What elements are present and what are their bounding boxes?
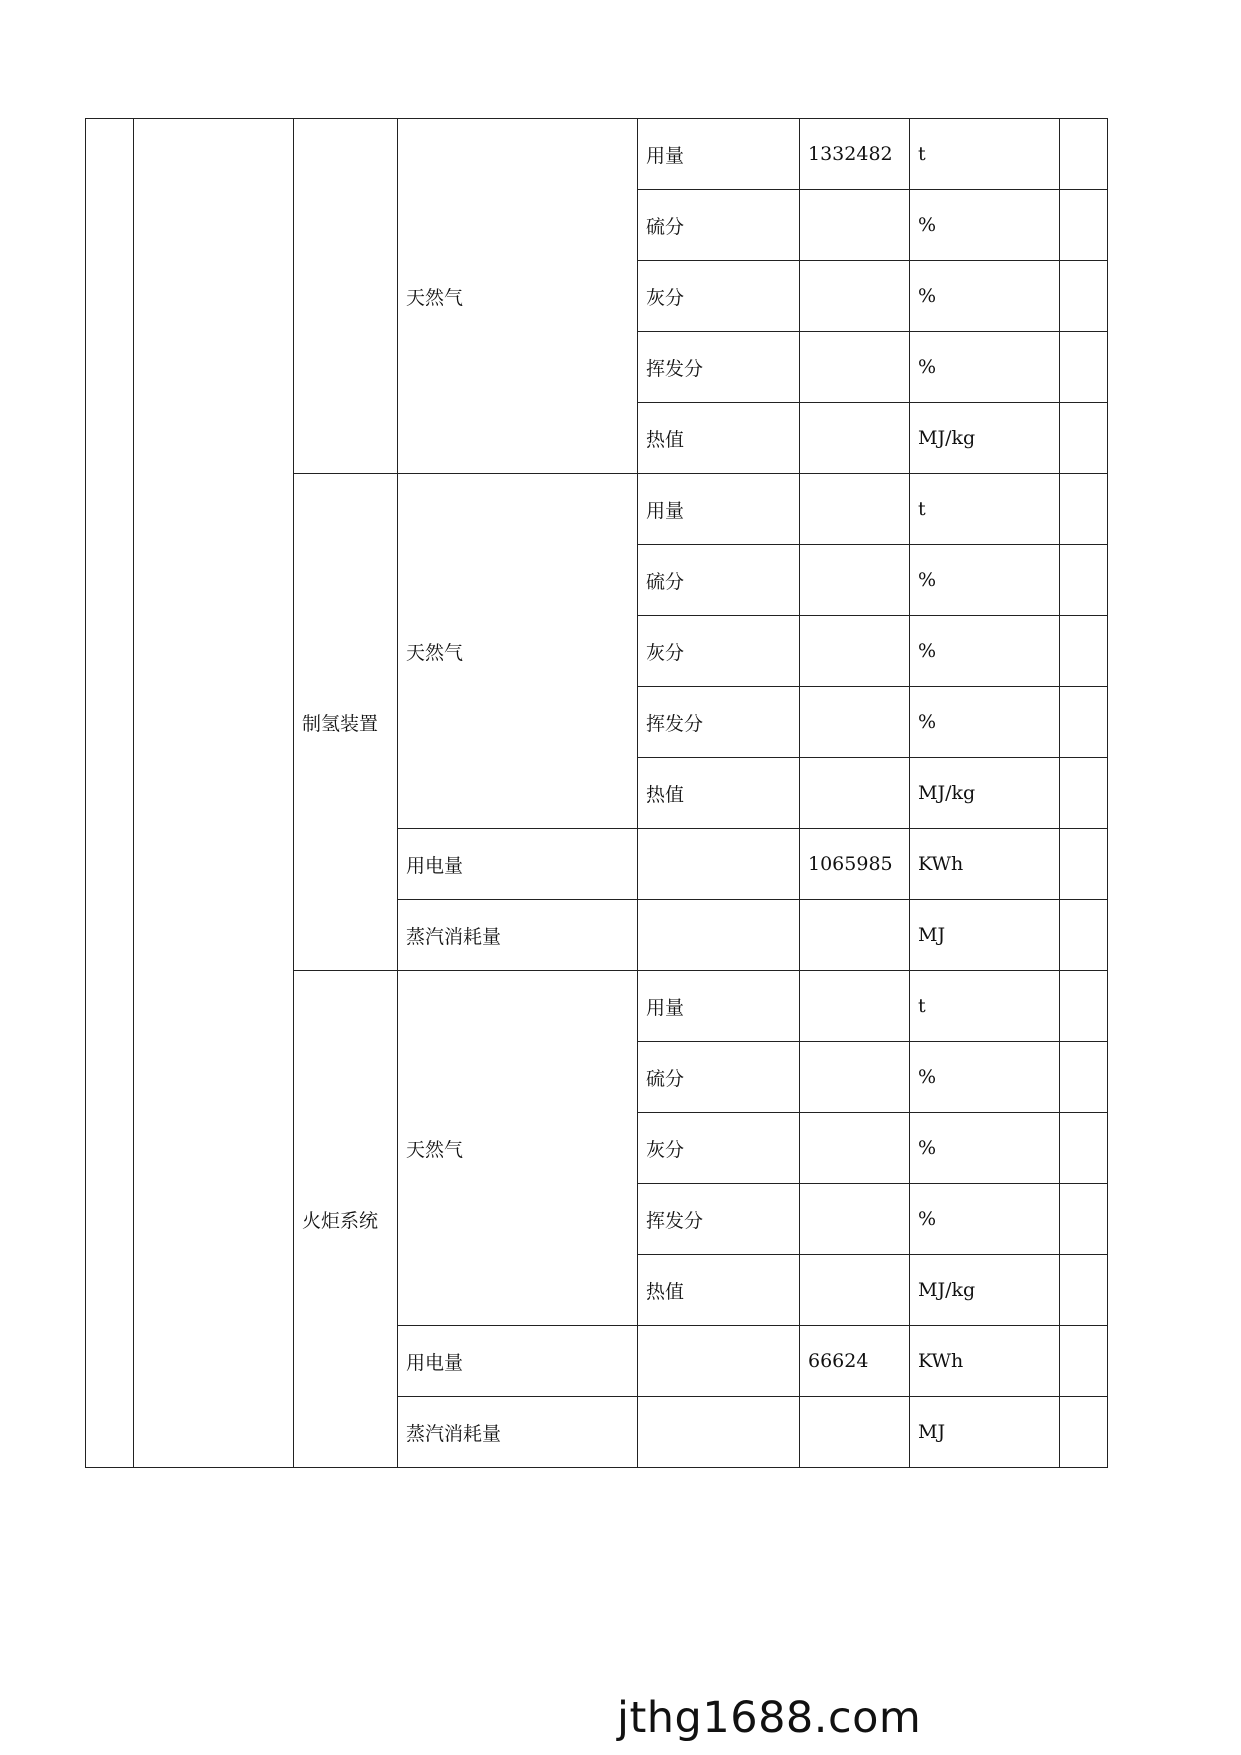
remark-cell [1060, 545, 1108, 616]
remark-cell [1060, 332, 1108, 403]
unit-cell: % [910, 1113, 1060, 1184]
param-cell: 灰分 [638, 1113, 800, 1184]
unit-cell: t [910, 474, 1060, 545]
value-cell: 1065985 [800, 829, 910, 900]
param-cell [638, 1326, 800, 1397]
unit-cell: t [910, 971, 1060, 1042]
value-cell [800, 900, 910, 971]
unit-cell: t [910, 119, 1060, 190]
medium-cell: 天然气 [398, 474, 638, 829]
unit-cell: % [910, 1184, 1060, 1255]
param-cell: 灰分 [638, 261, 800, 332]
param-cell: 热值 [638, 1255, 800, 1326]
param-cell: 热值 [638, 758, 800, 829]
value-cell [800, 1113, 910, 1184]
medium-cell: 天然气 [398, 971, 638, 1326]
table-row [86, 119, 1108, 190]
param-cell [638, 1397, 800, 1468]
param-cell: 热值 [638, 403, 800, 474]
value-cell [800, 403, 910, 474]
medium-cell: 蒸汽消耗量 [398, 900, 638, 971]
unit-cell: % [910, 616, 1060, 687]
param-cell: 硫分 [638, 190, 800, 261]
value-cell [800, 1255, 910, 1326]
param-cell: 硫分 [638, 545, 800, 616]
medium-cell: 用电量 [398, 829, 638, 900]
value-cell [800, 332, 910, 403]
value-cell [800, 1042, 910, 1113]
param-cell: 用量 [638, 474, 800, 545]
device-cell: 制氢装置 [294, 474, 398, 971]
value-cell [800, 190, 910, 261]
medium-cell: 用电量 [398, 1326, 638, 1397]
device-cell: 火炬系统 [294, 971, 398, 1468]
unit-cell: % [910, 190, 1060, 261]
value-cell [800, 758, 910, 829]
remark-cell [1060, 403, 1108, 474]
remark-cell [1060, 971, 1108, 1042]
value-cell [800, 1184, 910, 1255]
value-cell: 66624 [800, 1326, 910, 1397]
remark-cell [1060, 1326, 1108, 1397]
remark-cell [1060, 758, 1108, 829]
remark-cell [1060, 1113, 1108, 1184]
param-cell: 挥发分 [638, 687, 800, 758]
unit-cell: MJ [910, 1397, 1060, 1468]
remark-cell [1060, 1042, 1108, 1113]
index-cell [86, 119, 134, 1468]
param-cell: 用量 [638, 119, 800, 190]
remark-cell [1060, 190, 1108, 261]
value-cell [800, 545, 910, 616]
unit-cell: % [910, 687, 1060, 758]
medium-cell: 蒸汽消耗量 [398, 1397, 638, 1468]
unit-cell: % [910, 332, 1060, 403]
unit-cell: MJ/kg [910, 403, 1060, 474]
param-cell [638, 829, 800, 900]
remark-cell [1060, 900, 1108, 971]
value-cell [800, 687, 910, 758]
value-cell: 1332482 [800, 119, 910, 190]
remark-cell [1060, 261, 1108, 332]
value-cell [800, 261, 910, 332]
remark-cell [1060, 687, 1108, 758]
unit-cell: % [910, 261, 1060, 332]
unit-cell: MJ/kg [910, 1255, 1060, 1326]
unit-cell: MJ [910, 900, 1060, 971]
remark-cell [1060, 1397, 1108, 1468]
unit-cell: MJ/kg [910, 758, 1060, 829]
category-cell [134, 119, 294, 1468]
unit-cell: KWh [910, 1326, 1060, 1397]
watermark-text: jthg1688.com [617, 1693, 922, 1743]
param-cell: 硫分 [638, 1042, 800, 1113]
value-cell [800, 971, 910, 1042]
param-cell: 灰分 [638, 616, 800, 687]
remark-cell [1060, 1184, 1108, 1255]
param-cell: 用量 [638, 971, 800, 1042]
param-cell: 挥发分 [638, 332, 800, 403]
param-cell: 挥发分 [638, 1184, 800, 1255]
remark-cell [1060, 119, 1108, 190]
table-body [86, 119, 1108, 1468]
remark-cell [1060, 829, 1108, 900]
medium-cell: 天然气 [398, 119, 638, 474]
unit-cell: KWh [910, 829, 1060, 900]
param-cell [638, 900, 800, 971]
device-cell [294, 119, 398, 474]
unit-cell: % [910, 1042, 1060, 1113]
value-cell [800, 616, 910, 687]
remark-cell [1060, 474, 1108, 545]
unit-cell: % [910, 545, 1060, 616]
remark-cell [1060, 1255, 1108, 1326]
remark-cell [1060, 616, 1108, 687]
value-cell [800, 474, 910, 545]
value-cell [800, 1397, 910, 1468]
energy-consumption-table [85, 118, 1108, 1468]
